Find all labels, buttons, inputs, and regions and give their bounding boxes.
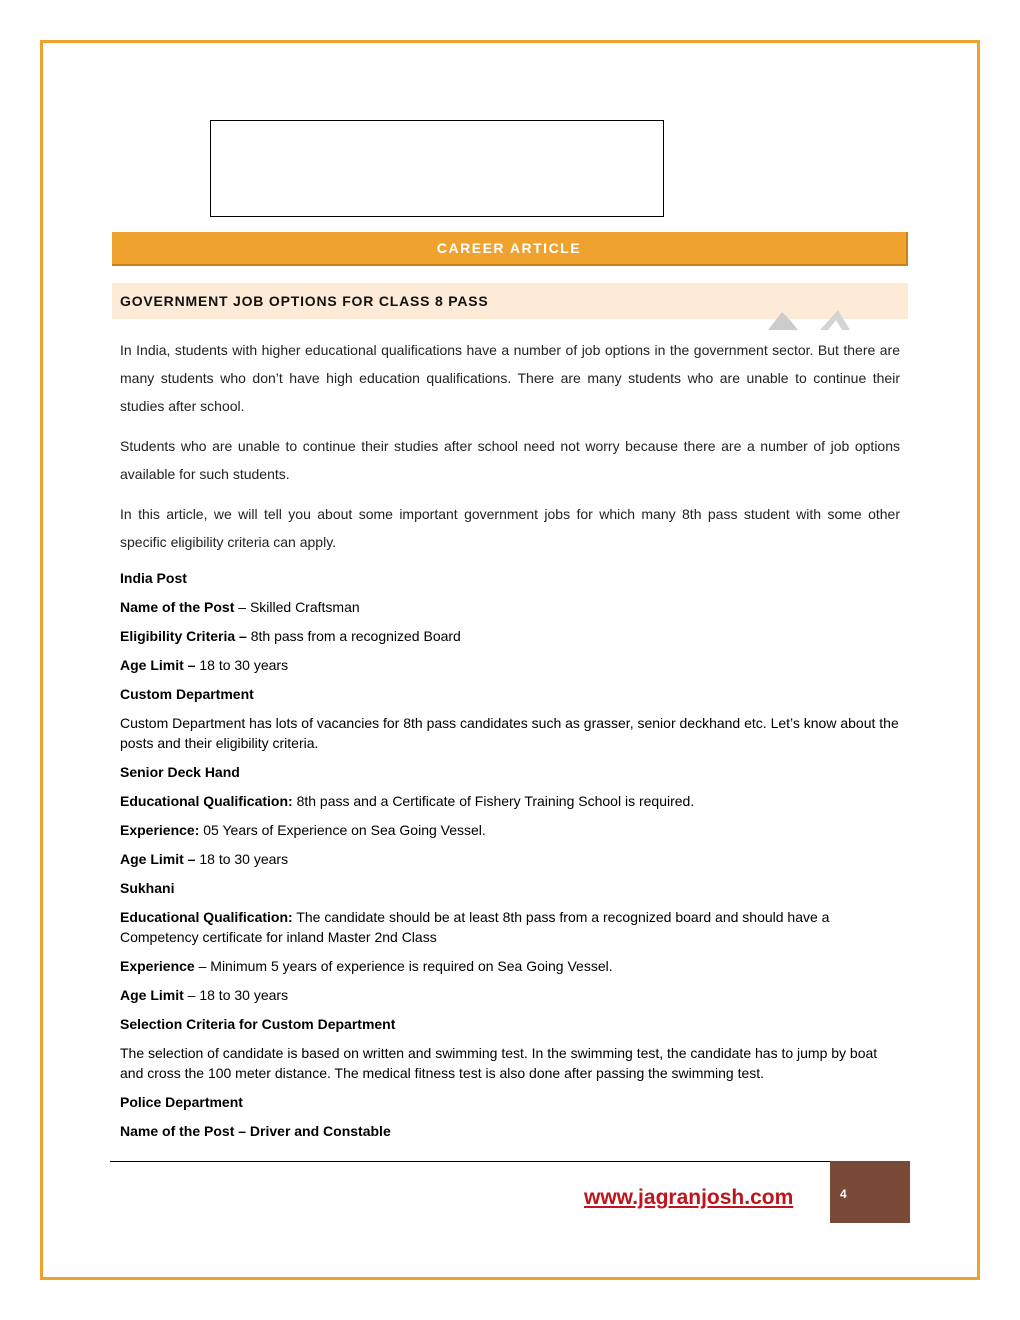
watermark-logo-icon xyxy=(768,306,850,330)
article-body xyxy=(120,336,900,1150)
custom-heading: Custom Department xyxy=(120,686,254,702)
senior-deck-hand-age: Age Limit – 18 to 30 years xyxy=(120,851,289,867)
intro-paragraph: In this article, we will tell you about some important government jobs for which many 8th pass student with some other specific eligibility criteria can apply. xyxy=(120,506,900,550)
india-post-eligibility: Eligibility Criteria – 8th pass from a recognized Board xyxy=(120,628,461,644)
police-post-name: Name of the Post – Driver and Constable xyxy=(120,1123,391,1139)
india-post-name: Name of the Post – Skilled Craftsman xyxy=(120,599,360,615)
footer-divider xyxy=(110,1161,830,1162)
custom-description: Custom Department has lots of vacancies for 8th pass candidates such as grasser, senior deckhand etc. Let’s know about the posts and their eligibility criteria. xyxy=(120,715,899,751)
india-post-heading: India Post xyxy=(120,570,187,586)
page-number-box xyxy=(830,1161,910,1223)
selection-description: The selection of candidate is based on written and swimming test. In the swimming test, the candidate has to jump by boat and cross the 100 meter distance. The medical fitness test is also done after passing the swimming test. xyxy=(120,1045,878,1081)
website-link[interactable]: www.jagranjosh.com xyxy=(584,1186,794,1209)
sukhani-experience: Experience – Minimum 5 years of experience is required on Sea Going Vessel. xyxy=(120,958,613,974)
banner-placeholder xyxy=(210,120,664,217)
intro-section xyxy=(120,336,900,556)
selection-heading: Selection Criteria for Custom Department xyxy=(120,1016,396,1032)
job-details xyxy=(120,568,900,1141)
header-label: CAREER ARTICLE xyxy=(436,240,582,256)
intro-paragraph: In India, students with higher educational qualifications have a number of job options in the government sector. But there are many students who don’t have high education qualifications. There are many students who are unable to continue their studies after school. xyxy=(120,342,900,414)
page-number: 4 xyxy=(840,1187,847,1201)
senior-deck-hand-education: Educational Qualification: 8th pass and a Certificate of Fishery Training School is required. xyxy=(120,793,695,809)
sukhani-education: Educational Qualification: The candidate should be at least 8th pass from a recognized board and should have a Competency certificate for inland Master 2nd Class xyxy=(120,909,830,945)
senior-deck-hand-heading: Senior Deck Hand xyxy=(120,764,240,780)
intro-paragraph: Students who are unable to continue their studies after school need not worry because there are a number of job options available for such students. xyxy=(120,438,900,482)
sukhani-heading: Sukhani xyxy=(120,880,175,896)
senior-deck-hand-experience: Experience: 05 Years of Experience on Sea Going Vessel. xyxy=(120,822,486,838)
police-heading: Police Department xyxy=(120,1094,243,1110)
article-title: GOVERNMENT JOB OPTIONS FOR CLASS 8 PASS xyxy=(120,293,489,309)
india-post-age: Age Limit – 18 to 30 years xyxy=(120,657,289,673)
career-article-header xyxy=(112,232,908,266)
sukhani-age: Age Limit – 18 to 30 years xyxy=(120,987,289,1003)
